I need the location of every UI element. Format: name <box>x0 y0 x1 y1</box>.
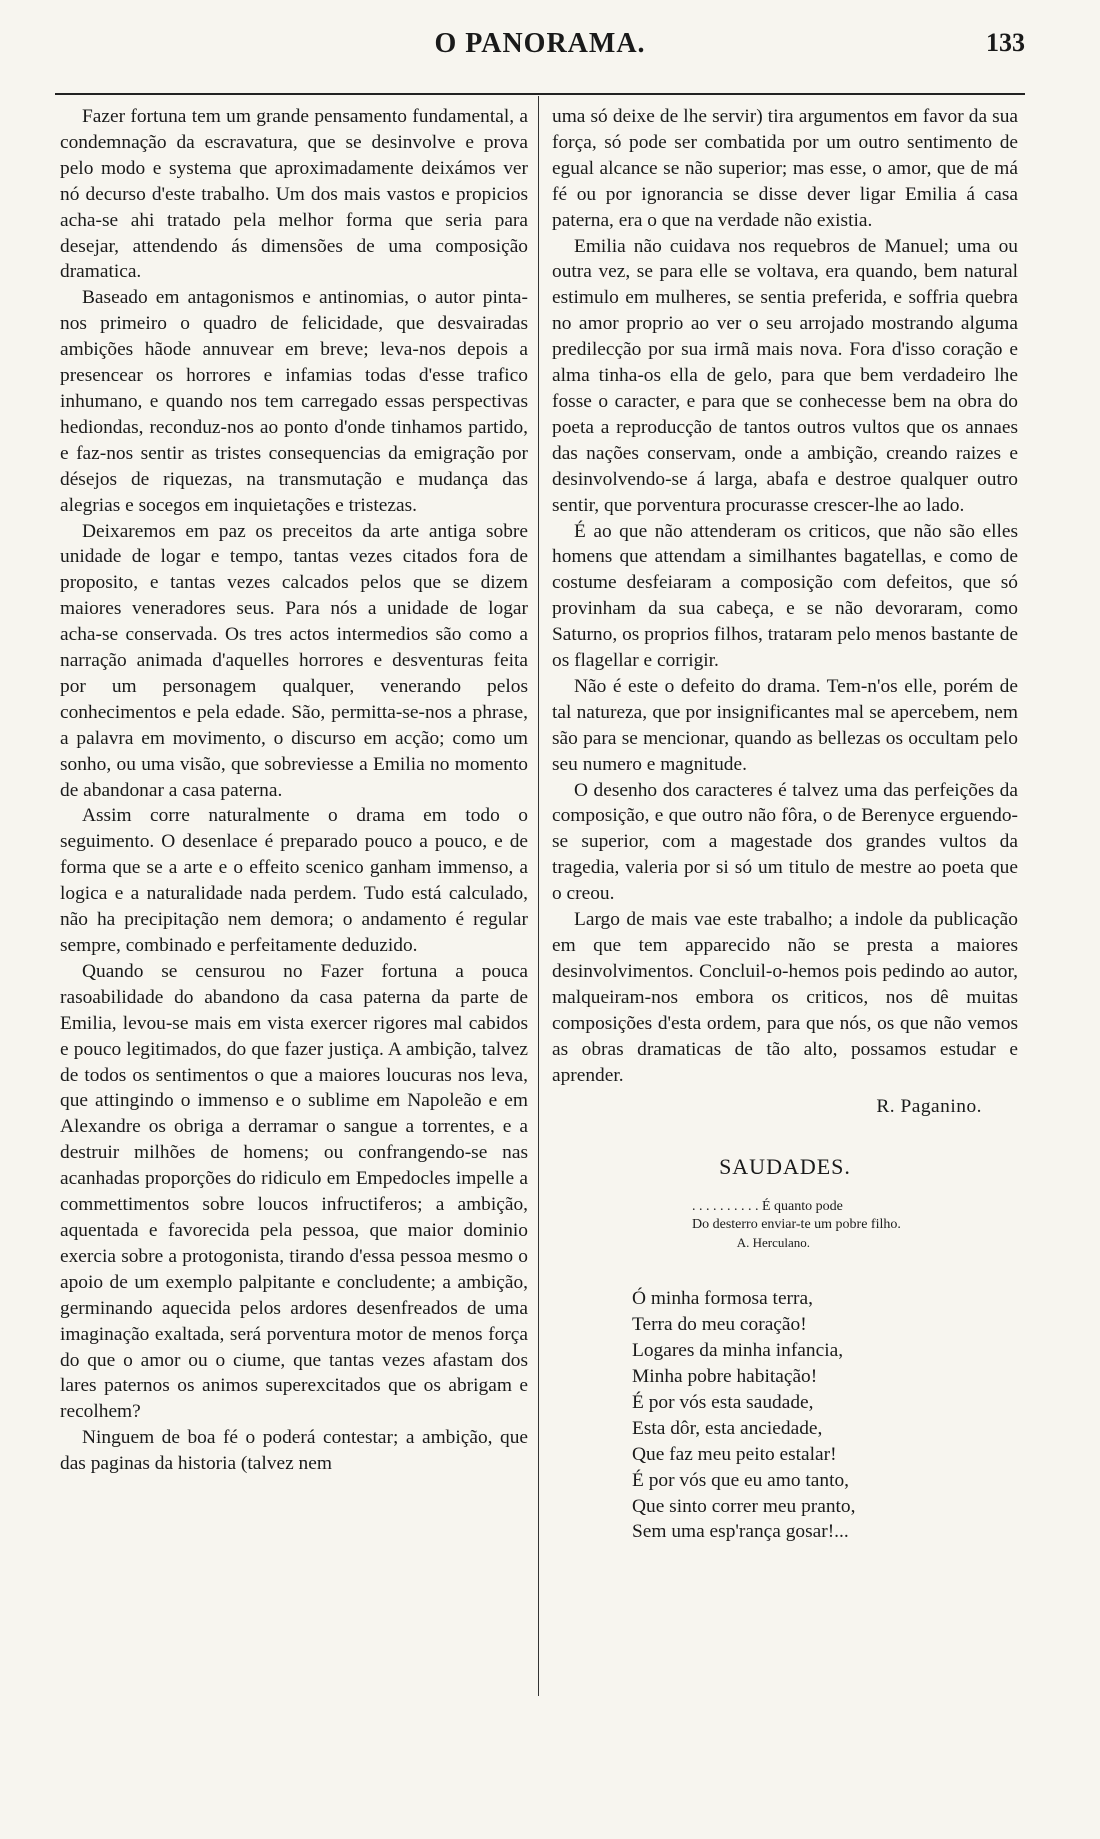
poem-verse: É por vós esta saudade, <box>632 1391 814 1413</box>
epigraph <box>692 1198 1018 1252</box>
paragraph: O desenho dos caracteres é talvez uma das perfeições da composição, e que outro não fôra, o de Berenyce erguendo-se superior, com a magestade dos grandes vultos da tragedia, valeria por si só um titulo de mestre ao poeta que o creou. <box>552 779 1018 905</box>
header-rule <box>55 93 1025 95</box>
poem-verse: Sem uma esp'rança gosar!... <box>632 1521 849 1543</box>
page-number: 133 <box>986 28 1025 57</box>
journal-title: O PANORAMA. <box>434 28 646 59</box>
poem-verse: É por vós que eu amo tanto, <box>632 1469 850 1491</box>
paragraph: É ao que não attenderam os criticos, que não são elles homens que attendam a similhantes bagatellas, e como de costume desfeiaram a composição com defeitos, que só provinham da sua cabeça, e se não devoraram, como Saturno, os proprios filhos, trataram pelo menos bastante de os flagellar e corrigir. <box>552 520 1018 672</box>
paragraph: Baseado em antagonismos e antinomias, o autor pinta-nos primeiro o quadro de felicidade, que desvairadas ambições hãode annuvear em breve; leva-nos depois a presencear os horrores e infamias todas d'esse trafico inhumano, e quando nos tem carregado essas perspectivas hediondas, reconduz-nos ao ponto d'onde tinhamos partido, e faz-nos sentir as tristes consequencias da emigração por désejos de riquezas, na transmutação e mudança das alegrias e socegos em inquietações e tristezas. <box>60 287 528 516</box>
paragraph: Fazer fortuna tem um grande pensamento fundamental, a condemnação da escravatura, que se desinvolve e prova pelo modo e systema que aproximadamente deixámos ver nó decurso d'este trabalho. Um dos mais vastos e propicios acha-se ahi tratado pela melhor forma que seria para desejar, attendendo ás dimensões de uma composição dramatica. <box>60 106 528 283</box>
poem-title: SAUDADES. <box>719 1154 851 1180</box>
poem-verse: Minha pobre habitação! <box>632 1365 818 1387</box>
left-column <box>60 104 528 1477</box>
poem-verse: Ó minha formosa terra, <box>632 1288 813 1310</box>
poem <box>632 1286 1018 1545</box>
paragraph: Largo de mais vae este trabalho; a indole da publicação em que tem apparecido não se presta a maiores desinvolvimentos. Concluil-o-hemos pois pedindo ao autor, malqueiram-nos embora os criticos, nos dê muitas composições d'esta ordem, para que nós, os que não vemos as obras dramaticas de tão alto, possamos estudar e aprender. <box>552 909 1018 1086</box>
poem-verse: Terra do meu coração! <box>632 1314 807 1336</box>
poem-verse: Que sinto correr meu pranto, <box>632 1495 856 1517</box>
paragraph: Quando se censurou no Fazer fortuna a pouca rasoabilidade do abandono da casa paterna da parte de Emilia, levou-se mais em vista exercer rigores mal cabidos e pouco legitimados, do que fazer justiça. A ambição, talvez de todos os sentimentos o que a maiores loucuras nos leva, que attingindo o immenso e o sublime em Napoleão e em Alexandre os obriga a derramar o sangue a torrentes, e a destruir milhões de homens; ou confrangendo-se nas acanhadas proporções do ridiculo em Empedocles impelle a commettimentos sobre loucos infructiferos; a ambição, aquentada e favorecida pela pessoa, que maior dominio exercia sobre a protogonista, tirando d'essa pessoa mesmo o apoio de um exemplo palpitante e concludente; a ambição, germinando aquecida pelos ardores desenfreados de uma imaginação exaltada, será porventura motor de menos força do que o amor ou o ciume, que tantas vezes afastam dos lares paternos os animos superexcitados que os abrigam e recolhem? <box>60 960 528 1423</box>
right-column <box>552 104 1018 1545</box>
paragraph: Ninguem de boa fé o poderá contestar; a ambição, que das paginas da historia (talvez nem <box>60 1427 528 1475</box>
paragraph: Não é este o defeito do drama. Tem-n'os elle, porém de tal natureza, que por insignificantes mal se apercebem, nem são para se mencionar, quando as bellezas os occultam pelo seu numero e magnitude. <box>552 675 1018 775</box>
column-divider <box>538 96 539 1696</box>
paragraph: uma só deixe de lhe servir) tira argumentos em favor da sua força, só pode ser combatida por um outro sentimento de egual alcance se não superior; mas esse, o amor, que de má fé ou por ignorancia se disse dever ligar Emilia á casa paterna, era o que na verdade não existia. <box>552 106 1018 231</box>
paragraph: Deixaremos em paz os preceitos da arte antiga sobre unidade de logar e tempo, tantas vezes citados fora de proposito, e tantas vezes calcados pelos que se dizem maiores veneradores seus. Para nós a unidade de logar acha-se conservada. Os tres actos intermedios são como a narração animada d'aquelles horrores e desventuras feita por um personagem qualquer, venerando pelos conhecimentos e pela edade. São, permitta-se-nos a phrase, a palavra em movimento, o discurso em acção; como um sonho, ou uma visão, que sobreviesse a Emilia no momento de abandonar a casa paterna. <box>60 520 528 801</box>
epigraph-line: . . . . . . . . . . É quanto pode <box>692 1199 843 1215</box>
poem-verse: Esta dôr, esta anciedade, <box>632 1417 823 1439</box>
paragraph: Assim corre naturalmente o drama em todo o seguimento. O desenlace é preparado pouco a pouco, e de forma que se a arte e o effeito scenico ganham immenso, a logica e a naturalidade nada perdem. Tudo está calculado, não ha precipitação nem demora; o andamento é regular sempre, combinado e perfeitamente deduzido. <box>60 805 528 956</box>
page-header <box>55 28 1025 68</box>
poem-verse: Logares da minha infancia, <box>632 1340 844 1362</box>
paragraph: Emilia não cuidava nos requebros de Manuel; uma ou outra vez, se para elle se voltava, era quando, bem natural estimulo em mulheres, se sentia preferida, e soffria quebra no amor proprio ao ver o seu arrojado mostrando alguma predilecção por sua irmã mais nova. Fora d'isso coração e alma tinha-os ella de gelo, para que bem verdadeiro lhe fosse o caracter, e para que se conhecesse bem na obra do poeta a reproducção de tantos outros vultos que os annaes das nações conservam, onde a ambição, creando raizes e desinvolvendo-se á larga, abafa e destroe qualquer outro sentir, que porventura procurasse crescer-lhe ao lado. <box>552 235 1018 516</box>
epigraph-line: Do desterro enviar-te um pobre filho. <box>692 1217 901 1233</box>
epigraph-author: A. Herculano. <box>736 1235 810 1251</box>
author-signature: R. Paganino. <box>876 1096 982 1118</box>
poem-verse: Que faz meu peito estalar! <box>632 1443 837 1465</box>
